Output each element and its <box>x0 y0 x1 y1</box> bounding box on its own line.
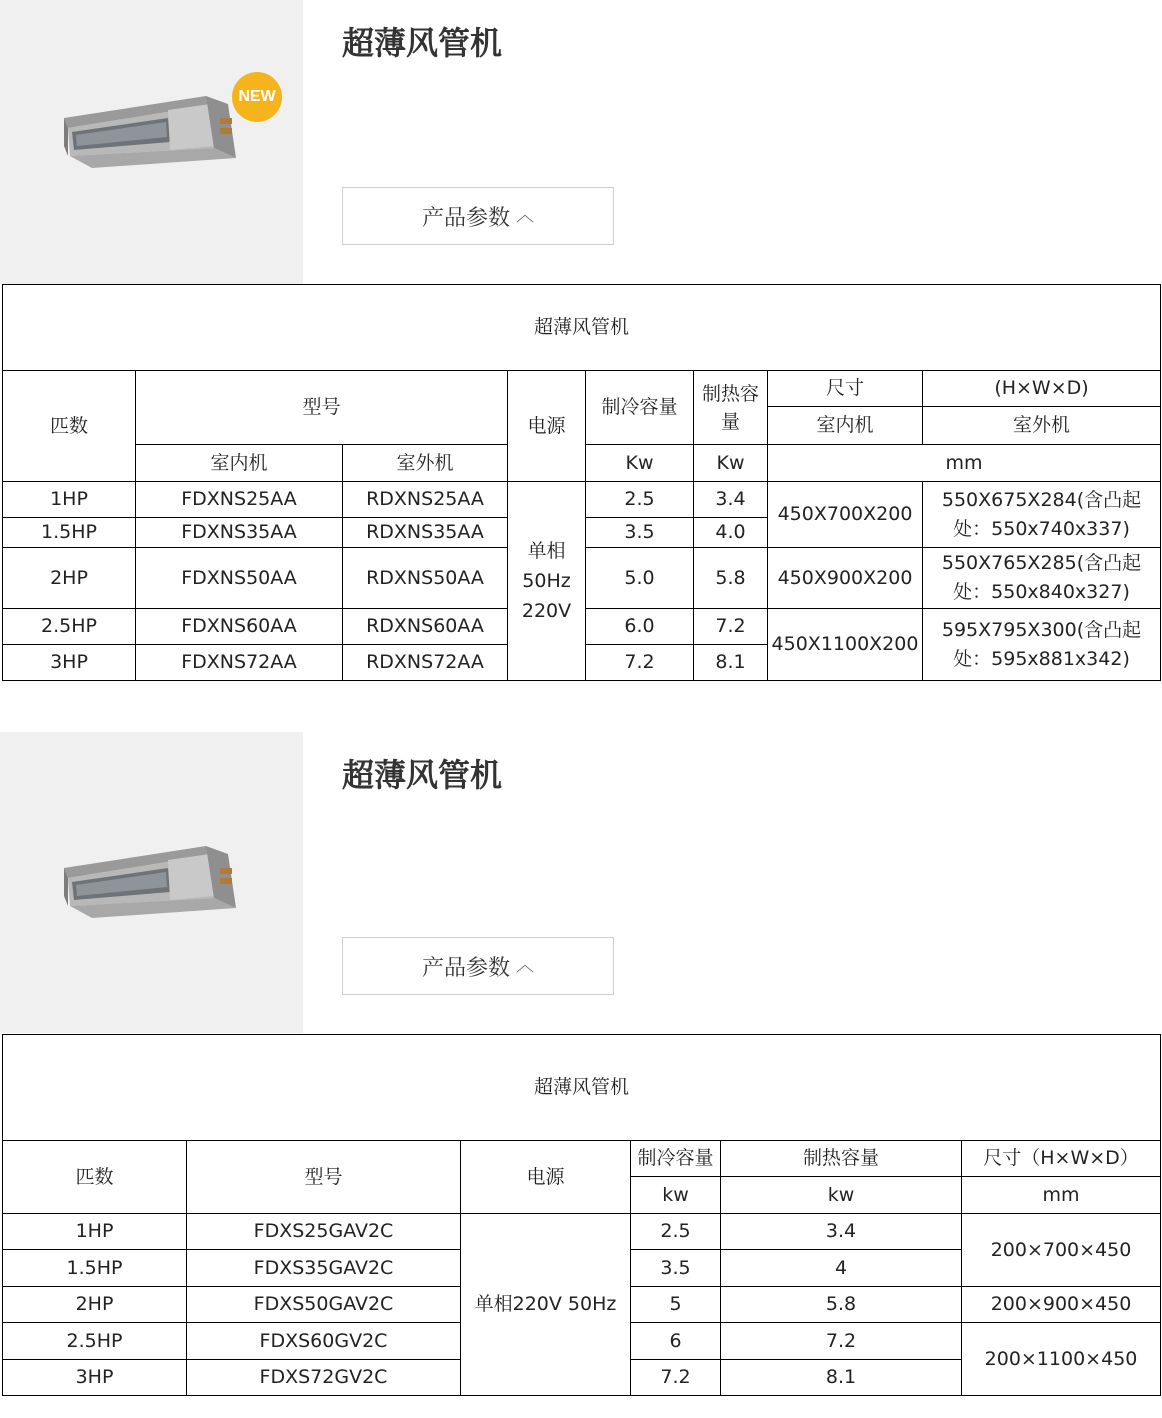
cell-hp: 3HP <box>3 1360 187 1396</box>
spec-table-1 <box>2 284 1161 681</box>
cell-heating: 4.0 <box>694 518 768 548</box>
header-model: 型号 <box>136 371 508 445</box>
cell-cooling: 6.0 <box>586 609 694 645</box>
cell-outdoor-model: RDXNS60AA <box>343 609 508 645</box>
cell-power: 单相 50Hz 220V <box>508 482 586 681</box>
cell-power: 单相220V 50Hz <box>461 1214 631 1396</box>
header-heating: 制热容量 <box>694 371 768 445</box>
product-params-button[interactable] <box>342 937 614 995</box>
cell-hp: 1HP <box>3 1214 187 1250</box>
header-size: 尺寸 <box>768 371 923 407</box>
cell-size: 200×900×450 <box>962 1287 1161 1323</box>
header-size-outdoor: 室外机 <box>923 407 1161 445</box>
cell-heating: 3.4 <box>694 482 768 518</box>
params-button-label: 产品参数 <box>421 955 510 981</box>
cell-hp: 3HP <box>3 645 136 681</box>
unit-heating: kw <box>721 1177 962 1214</box>
table-caption: 超薄风管机 <box>3 1035 1161 1141</box>
cell-heating: 8.1 <box>721 1360 962 1396</box>
cell-size-indoor: 450X1100X200 <box>768 609 923 681</box>
cell-hp: 1.5HP <box>3 518 136 548</box>
table-row <box>3 482 1161 518</box>
product-image-panel <box>0 0 303 284</box>
cell-size-outdoor: 595X795X300(含凸起处：595x881x342) <box>923 609 1161 681</box>
table-caption: 超薄风管机 <box>3 285 1161 371</box>
cell-heating: 5.8 <box>694 548 768 609</box>
cell-cooling: 3.5 <box>586 518 694 548</box>
cell-model: FDXS25GAV2C <box>187 1214 461 1250</box>
cell-cooling: 2.5 <box>586 482 694 518</box>
unit-cooling: kw <box>631 1177 721 1214</box>
chevron-up-icon: ︿ <box>516 205 534 226</box>
header-power: 电源 <box>461 1141 631 1214</box>
product-title: 超薄风管机 <box>342 756 503 794</box>
cell-hp: 2HP <box>3 548 136 609</box>
header-cooling: 制冷容量 <box>586 371 694 445</box>
cell-cooling: 5.0 <box>586 548 694 609</box>
header-power: 电源 <box>508 371 586 482</box>
cell-model: FDXS35GAV2C <box>187 1250 461 1287</box>
duct-unit-image[interactable] <box>0 732 303 1033</box>
header-cooling: 制冷容量 <box>631 1141 721 1177</box>
header-size-indoor: 室内机 <box>768 407 923 445</box>
header-model: 型号 <box>187 1141 461 1214</box>
cell-hp: 2.5HP <box>3 1323 187 1360</box>
product-params-button[interactable] <box>342 187 614 245</box>
cell-model: FDXS72GV2C <box>187 1360 461 1396</box>
cell-cooling: 7.2 <box>586 645 694 681</box>
cell-cooling: 6 <box>631 1323 721 1360</box>
cell-heating: 4 <box>721 1250 962 1287</box>
unit-heating: Kw <box>694 445 768 482</box>
cell-indoor-model: FDXNS50AA <box>136 548 343 609</box>
cell-model: FDXS50GAV2C <box>187 1287 461 1323</box>
cell-size-outdoor: 550X765X285(含凸起处：550x840x327) <box>923 548 1161 609</box>
cell-size: 200×700×450 <box>962 1214 1161 1287</box>
cell-outdoor-model: RDXNS25AA <box>343 482 508 518</box>
cell-cooling: 7.2 <box>631 1360 721 1396</box>
product-image-panel <box>0 732 303 1033</box>
unit-size: mm <box>768 445 1161 482</box>
cell-size: 200×1100×450 <box>962 1323 1161 1396</box>
cell-indoor-model: FDXNS25AA <box>136 482 343 518</box>
header-outdoor: 室外机 <box>343 445 508 482</box>
header-capacity: 匹数 <box>3 371 136 482</box>
cell-heating: 3.4 <box>721 1214 962 1250</box>
cell-heating: 8.1 <box>694 645 768 681</box>
cell-hp: 1HP <box>3 482 136 518</box>
product-card-1 <box>0 0 1162 284</box>
params-button-label: 产品参数 <box>421 205 510 231</box>
cell-indoor-model: FDXNS72AA <box>136 645 343 681</box>
cell-model: FDXS60GV2C <box>187 1323 461 1360</box>
cell-heating: 7.2 <box>721 1323 962 1360</box>
duct-unit-image[interactable] <box>0 0 303 284</box>
product-title: 超薄风管机 <box>342 24 503 62</box>
cell-cooling: 5 <box>631 1287 721 1323</box>
cell-outdoor-model: RDXNS72AA <box>343 645 508 681</box>
cell-hp: 2HP <box>3 1287 187 1323</box>
cell-indoor-model: FDXNS35AA <box>136 518 343 548</box>
cell-outdoor-model: RDXNS50AA <box>343 548 508 609</box>
header-hwd: (H×W×D) <box>923 371 1161 407</box>
unit-cooling: Kw <box>586 445 694 482</box>
cell-heating: 7.2 <box>694 609 768 645</box>
chevron-up-icon: ︿ <box>516 955 534 976</box>
cell-indoor-model: FDXNS60AA <box>136 609 343 645</box>
header-capacity: 匹数 <box>3 1141 187 1214</box>
new-badge: NEW <box>232 72 282 122</box>
unit-size: mm <box>962 1177 1161 1214</box>
cell-outdoor-model: RDXNS35AA <box>343 518 508 548</box>
spec-table-2 <box>2 1034 1161 1396</box>
header-size: 尺寸（H×W×D） <box>962 1141 1161 1177</box>
cell-size-indoor: 450X900X200 <box>768 548 923 609</box>
cell-heating: 5.8 <box>721 1287 962 1323</box>
product-card-2 <box>0 732 1162 1016</box>
cell-hp: 1.5HP <box>3 1250 187 1287</box>
header-indoor: 室内机 <box>136 445 343 482</box>
cell-cooling: 2.5 <box>631 1214 721 1250</box>
cell-hp: 2.5HP <box>3 609 136 645</box>
cell-size-outdoor: 550X675X284(含凸起处：550x740x337) <box>923 482 1161 548</box>
cell-cooling: 3.5 <box>631 1250 721 1287</box>
table-row <box>3 1214 1161 1250</box>
header-heating: 制热容量 <box>721 1141 962 1177</box>
cell-size-indoor: 450X700X200 <box>768 482 923 548</box>
